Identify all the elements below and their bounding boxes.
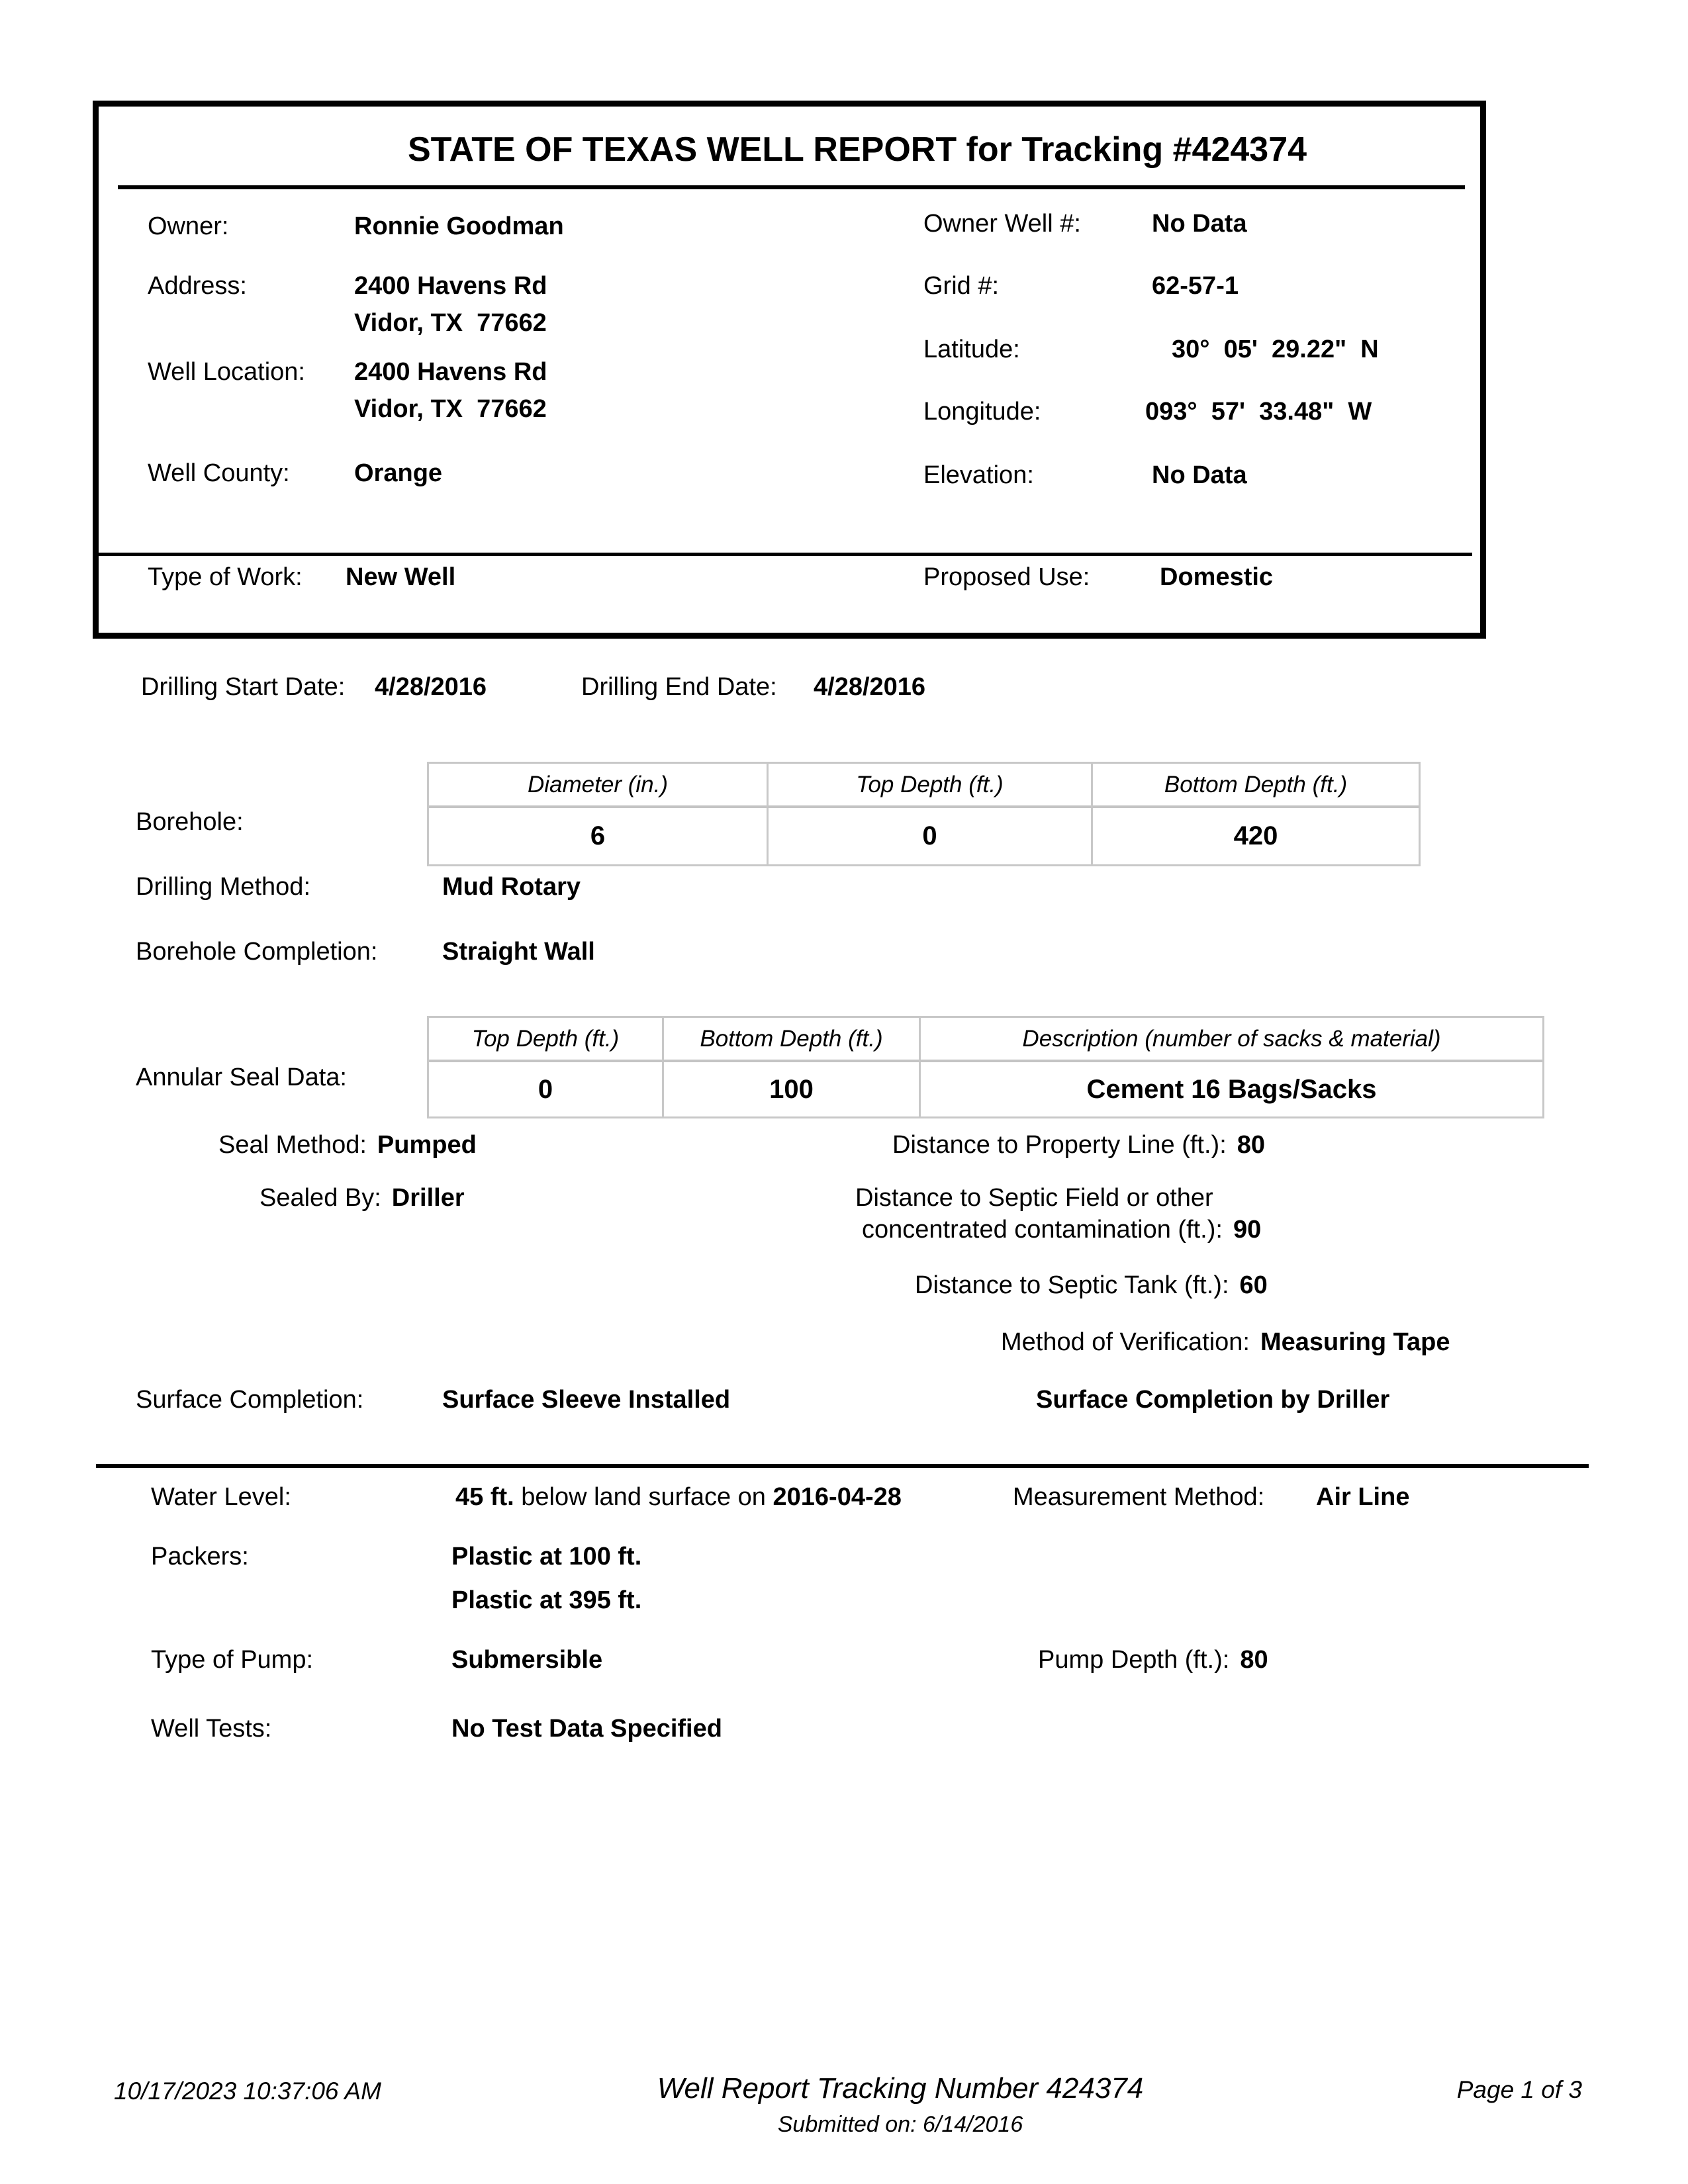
distance-septic-field-row <box>862 1216 1261 1244</box>
footer-tracking-number: Well Report Tracking Number 424374 <box>657 2072 1144 2105</box>
borehole-table <box>427 762 1421 866</box>
type-of-work-rule <box>99 553 1472 556</box>
distance-septic-field-line1: Distance to Septic Field or other <box>855 1184 1213 1212</box>
type-of-work-value: New Well <box>346 563 456 591</box>
annular-seal-table <box>427 1016 1544 1118</box>
footer-generated-timestamp: 10/17/2023 10:37:06 AM <box>114 2077 381 2105</box>
footer-page-number: Page 1 of 3 <box>1456 2076 1582 2103</box>
annular-col-description: Description (number of sacks & material) <box>919 1018 1542 1062</box>
borehole-col-bottom-depth: Bottom Depth (ft.) <box>1091 764 1419 808</box>
water-level-mid: below land surface on <box>514 1483 773 1511</box>
drilling-start-label: Drilling Start Date: <box>141 673 346 701</box>
footer-submitted-date: Submitted on: 6/14/2016 <box>777 2112 1023 2137</box>
sealed-by-label: Sealed By: <box>259 1184 381 1212</box>
pump-depth-row <box>1038 1647 1268 1674</box>
pump-type-label: Type of Pump: <box>151 1646 314 1674</box>
measurement-method-value: Air Line <box>1316 1483 1410 1511</box>
distance-property-label: Distance to Property Line (ft.): <box>892 1131 1227 1159</box>
proposed-use-value: Domestic <box>1160 563 1274 591</box>
pump-depth-value: 80 <box>1240 1646 1268 1674</box>
verification-row <box>1001 1329 1450 1356</box>
proposed-use-label: Proposed Use: <box>923 563 1090 591</box>
elevation-value: No Data <box>1152 461 1247 489</box>
surface-completion-by: Surface Completion by Driller <box>1036 1386 1390 1414</box>
verification-value: Measuring Tape <box>1260 1328 1450 1356</box>
page-title: STATE OF TEXAS WELL REPORT for Tracking #424374 <box>407 130 1307 169</box>
well-county-label: Well County: <box>148 459 290 487</box>
water-section-rule <box>96 1464 1589 1468</box>
well-tests-label: Well Tests: <box>151 1715 272 1743</box>
borehole-label: Borehole: <box>136 808 244 836</box>
annular-col-top-depth: Top Depth (ft.) <box>429 1018 662 1062</box>
owner-label: Owner: <box>148 212 229 240</box>
seal-method-label: Seal Method: <box>218 1131 367 1159</box>
borehole-col-diameter: Diameter (in.) <box>429 764 767 808</box>
distance-property-value: 80 <box>1237 1131 1266 1159</box>
drilling-method-label: Drilling Method: <box>136 873 310 901</box>
latitude-label: Latitude: <box>923 336 1020 363</box>
distance-septic-tank-value: 60 <box>1239 1271 1268 1299</box>
title-rule <box>118 185 1465 189</box>
pump-type-value: Submersible <box>451 1646 603 1674</box>
type-of-work-label: Type of Work: <box>148 563 303 591</box>
elevation-label: Elevation: <box>923 461 1034 489</box>
drilling-end-label: Drilling End Date: <box>581 673 777 701</box>
grid-value: 62-57-1 <box>1152 272 1239 300</box>
packers-value-2: Plastic at 395 ft. <box>451 1586 642 1614</box>
well-location-line1: 2400 Havens Rd <box>354 358 547 386</box>
distance-property-row <box>892 1132 1265 1159</box>
well-tests-value: No Test Data Specified <box>451 1715 722 1743</box>
measurement-method-label: Measurement Method: <box>1013 1483 1265 1511</box>
longitude-value: 093° 57' 33.48" W <box>1145 398 1372 426</box>
sealed-by-row <box>259 1185 465 1212</box>
well-county-value: Orange <box>354 459 443 487</box>
longitude-label: Longitude: <box>923 398 1041 426</box>
packers-label: Packers: <box>151 1543 249 1570</box>
borehole-completion-label: Borehole Completion: <box>136 938 378 966</box>
drilling-end-value: 4/28/2016 <box>814 673 926 701</box>
owner-well-label: Owner Well #: <box>923 210 1081 238</box>
address-line1: 2400 Havens Rd <box>354 272 547 300</box>
verification-label: Method of Verification: <box>1001 1328 1250 1356</box>
water-level-label: Water Level: <box>151 1483 291 1511</box>
owner-well-value: No Data <box>1152 210 1247 238</box>
borehole-top-depth: 0 <box>767 808 1091 864</box>
distance-septic-field-label: concentrated contamination (ft.): <box>862 1216 1223 1244</box>
drilling-method-value: Mud Rotary <box>442 873 581 901</box>
seal-method-row <box>218 1132 477 1159</box>
borehole-col-top-depth: Top Depth (ft.) <box>767 764 1091 808</box>
water-level-depth: 45 ft. <box>455 1483 514 1511</box>
address-label: Address: <box>148 272 247 300</box>
annular-col-bottom-depth: Bottom Depth (ft.) <box>662 1018 919 1062</box>
water-level-date: 2016-04-28 <box>773 1483 902 1511</box>
annular-bottom-depth: 100 <box>662 1062 919 1116</box>
surface-completion-value: Surface Sleeve Installed <box>442 1386 731 1414</box>
borehole-completion-value: Straight Wall <box>442 938 595 966</box>
borehole-diameter: 6 <box>590 821 606 850</box>
seal-method-value: Pumped <box>377 1131 477 1159</box>
well-location-line2: Vidor, TX 77662 <box>354 395 547 423</box>
grid-label: Grid #: <box>923 272 1000 300</box>
distance-septic-tank-row <box>915 1272 1268 1299</box>
annular-top-depth: 0 <box>538 1074 553 1104</box>
drilling-start-value: 4/28/2016 <box>375 673 487 701</box>
annular-seal-label: Annular Seal Data: <box>136 1064 347 1091</box>
owner-value: Ronnie Goodman <box>354 212 564 240</box>
distance-septic-tank-label: Distance to Septic Tank (ft.): <box>915 1271 1229 1299</box>
well-location-label: Well Location: <box>148 358 305 386</box>
distance-septic-field-value: 90 <box>1233 1216 1262 1244</box>
annular-description: Cement 16 Bags/Sacks <box>919 1062 1542 1116</box>
latitude-value: 30° 05' 29.22" N <box>1172 336 1379 363</box>
water-level-row <box>455 1484 902 1511</box>
packers-value-1: Plastic at 100 ft. <box>451 1543 642 1570</box>
pump-depth-label: Pump Depth (ft.): <box>1038 1646 1230 1674</box>
surface-completion-label: Surface Completion: <box>136 1386 364 1414</box>
borehole-bottom-depth: 420 <box>1091 808 1419 864</box>
sealed-by-value: Driller <box>391 1184 465 1212</box>
address-line2: Vidor, TX 77662 <box>354 309 547 337</box>
